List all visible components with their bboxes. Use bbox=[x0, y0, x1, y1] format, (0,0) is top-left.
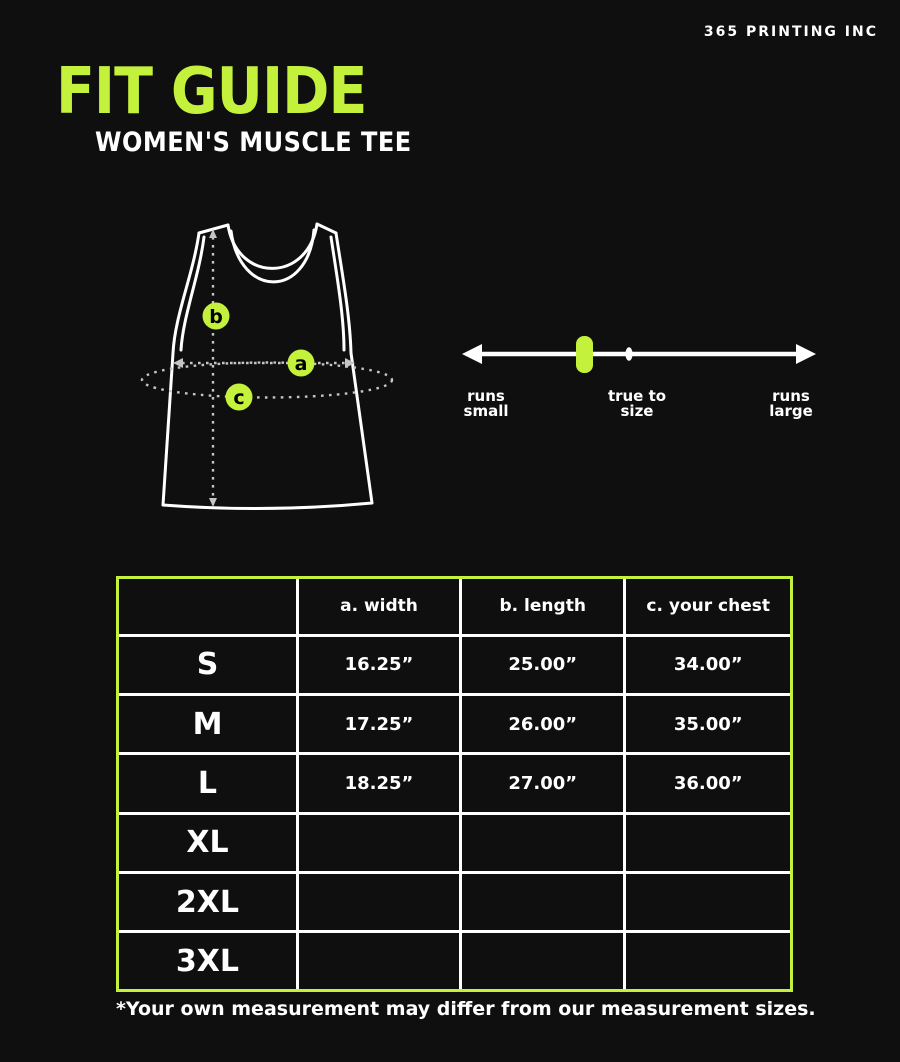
scale-label-line: large bbox=[769, 402, 813, 420]
tee-diagram-icon bbox=[130, 195, 420, 540]
scale-label-line: size bbox=[620, 402, 654, 420]
table-row-l bbox=[119, 754, 790, 813]
table-header-size bbox=[119, 579, 297, 635]
table-row-3xl bbox=[119, 932, 790, 989]
scale-label-line: runs bbox=[772, 387, 810, 405]
fit-scale-arrow-left-icon bbox=[462, 344, 482, 364]
size-label: L bbox=[119, 754, 297, 813]
scale-label-line: small bbox=[463, 402, 509, 420]
length-value bbox=[461, 873, 625, 932]
chest-value: 35.00” bbox=[625, 694, 790, 753]
marker-a-label: a bbox=[294, 353, 308, 375]
length-value bbox=[461, 813, 625, 872]
length-arrow-down-icon bbox=[209, 498, 217, 507]
page-title: FIT GUIDE bbox=[56, 55, 367, 129]
table-header-width: a. width bbox=[297, 579, 460, 635]
width-value bbox=[297, 873, 460, 932]
tee-right-shoulder bbox=[317, 224, 336, 233]
fit-scale-arrow-right-icon bbox=[796, 344, 816, 364]
size-label: 3XL bbox=[119, 932, 297, 989]
table-header-length: b. length bbox=[461, 579, 625, 635]
chest-value: 34.00” bbox=[625, 635, 790, 694]
width-value: 17.25” bbox=[297, 694, 460, 753]
length-value: 26.00” bbox=[461, 694, 625, 753]
size-label: XL bbox=[119, 813, 297, 872]
chest-value bbox=[625, 932, 790, 989]
fit-scale bbox=[450, 325, 830, 385]
chest-value bbox=[625, 813, 790, 872]
tee-body-outline bbox=[163, 233, 372, 509]
table-row-m bbox=[119, 694, 790, 753]
size-label: M bbox=[119, 694, 297, 753]
measurement-disclaimer: *Your own measurement may differ from our measurement sizes. bbox=[116, 998, 816, 1020]
width-value: 18.25” bbox=[297, 754, 460, 813]
scale-label-line: true to bbox=[607, 387, 667, 405]
table-row-2xl bbox=[119, 873, 790, 932]
size-label: 2XL bbox=[119, 873, 297, 932]
marker-c-label: c bbox=[233, 387, 245, 409]
table-row-xl bbox=[119, 813, 790, 872]
size-label: S bbox=[119, 635, 297, 694]
fit-scale-marker bbox=[576, 336, 593, 373]
size-table bbox=[116, 576, 793, 992]
marker-b-label: b bbox=[209, 306, 223, 328]
page-subtitle: WOMEN'S MUSCLE TEE bbox=[95, 127, 412, 158]
fit-scale-center-tick-icon bbox=[625, 347, 632, 361]
chest-value: 36.00” bbox=[625, 754, 790, 813]
length-value bbox=[461, 932, 625, 989]
tee-right-armhole-inner bbox=[331, 237, 344, 350]
length-value: 25.00” bbox=[461, 635, 625, 694]
width-value bbox=[297, 932, 460, 989]
table-header-chest: c. your chest bbox=[625, 579, 790, 635]
scale-label-runs-large bbox=[736, 389, 846, 419]
width-value: 16.25” bbox=[297, 635, 460, 694]
table-row-s bbox=[119, 635, 790, 694]
scale-label-runs-small bbox=[431, 389, 541, 419]
table-header-row bbox=[119, 579, 790, 635]
scale-label-true-to-size bbox=[582, 389, 692, 419]
chest-value bbox=[625, 873, 790, 932]
scale-label-line: runs bbox=[467, 387, 505, 405]
width-arrow-left-icon bbox=[173, 358, 183, 368]
length-value: 27.00” bbox=[461, 754, 625, 813]
brand-text: 365 PRINTING INC bbox=[703, 24, 878, 40]
width-value bbox=[297, 813, 460, 872]
